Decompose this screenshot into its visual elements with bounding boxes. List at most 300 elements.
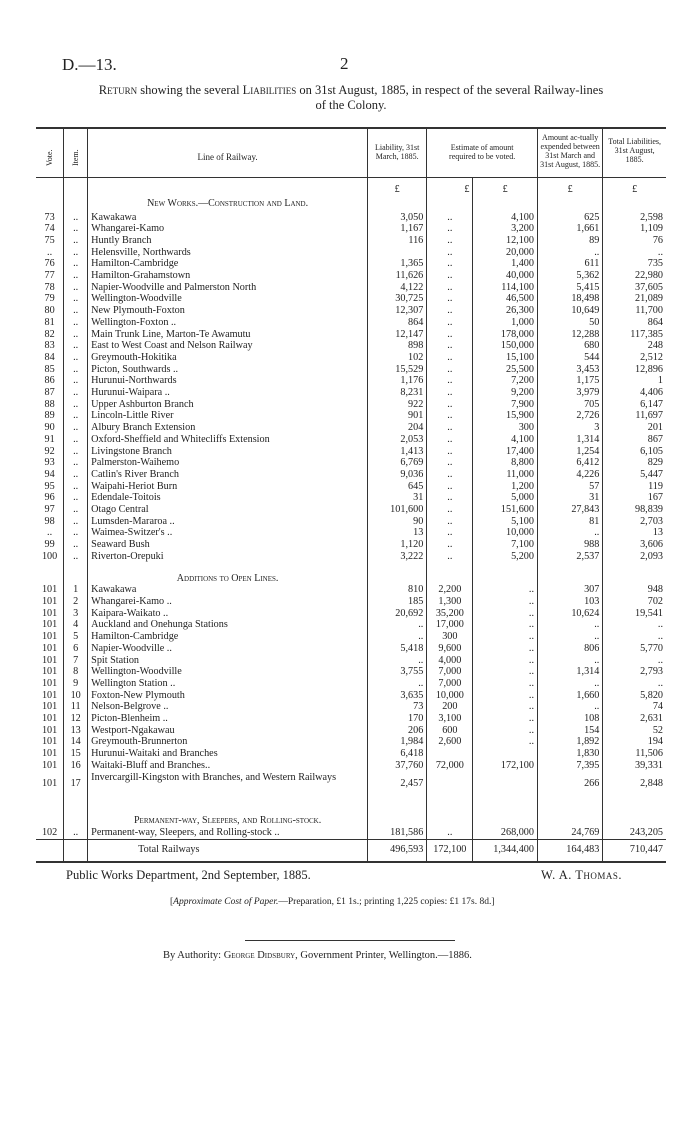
table-row [36, 608, 666, 620]
estimate-total-cell: 15,100 [473, 352, 538, 364]
estimate-cell: 4,000 [427, 655, 473, 667]
vote-cell: 99 [44, 539, 55, 551]
total-cell: 864 [603, 317, 666, 329]
vote-cell: 101 [41, 596, 58, 607]
expended-cell: 1,830 [537, 748, 602, 760]
table-row [36, 725, 666, 737]
expended-cell: 544 [537, 352, 602, 364]
line-cell [88, 481, 368, 493]
empty-cell [537, 789, 602, 827]
liability-cell: .. [368, 655, 427, 667]
estimate-cell: .. [427, 340, 473, 352]
vote-cell: 87 [44, 387, 55, 399]
line-name: Wellington-Woodville [91, 666, 182, 678]
total-label: Total Railways [88, 839, 368, 862]
line-cell [88, 410, 368, 422]
total-cell: 829 [603, 457, 666, 469]
table-row [36, 655, 666, 667]
empty-cell [427, 198, 473, 212]
estimate-cell: .. [427, 212, 473, 224]
line-name: Lincoln-Little River [91, 410, 174, 422]
table-row [36, 387, 666, 399]
table-row [36, 760, 666, 772]
vote-cell: 101 [41, 689, 58, 701]
liability-cell: 5,418 [368, 643, 427, 655]
vote-cell: 101 [41, 724, 58, 736]
estimate-cell: 600 [427, 725, 473, 737]
document-title [36, 83, 666, 113]
department-date: Public Works Department, 2nd September, 1885. [66, 868, 311, 882]
document-reference: D.—13. [62, 55, 117, 74]
total-row [36, 839, 666, 862]
total-cell: .. [603, 619, 666, 631]
table-row [36, 293, 666, 305]
line-cell [88, 212, 368, 224]
col-vote: Vote. [36, 128, 64, 178]
line-cell [88, 305, 368, 317]
item-cell: .. [64, 223, 88, 235]
line-name: Hurunui-Waitaki and Branches [91, 748, 218, 760]
empty-cell [64, 839, 88, 862]
expended-cell: 10,624 [537, 608, 602, 620]
line-cell [88, 760, 368, 772]
table-row [36, 690, 666, 702]
estimate-total-cell: 1,200 [473, 481, 538, 493]
expended-cell: 12,288 [537, 329, 602, 341]
liability-cell: 810 [368, 584, 427, 596]
expended-cell: 31 [537, 492, 602, 504]
table-row [36, 258, 666, 270]
total-cell: 1 [603, 375, 666, 387]
total-cell: 21,089 [603, 293, 666, 305]
currency-liability: £ [368, 178, 427, 198]
estimate-total-cell: .. [473, 608, 538, 620]
estimate-cell: 7,000 [427, 666, 473, 678]
empty-cell [537, 198, 602, 212]
line-name: Invercargill-Kingston with Branches, and Western Railways [91, 771, 337, 783]
section-title: New Works.—Construction and Land. [88, 198, 368, 212]
estimate-total-cell: 5,200 [473, 551, 538, 563]
estimate-total-cell [473, 748, 538, 760]
line-name: Livingstone Branch [91, 445, 172, 457]
estimate-total-cell: 7,100 [473, 539, 538, 551]
table-row [36, 223, 666, 235]
liability-cell: 13 [368, 527, 427, 539]
empty-cell [36, 198, 64, 212]
empty-cell [537, 563, 602, 585]
line-name: Seaward Bush [91, 539, 150, 551]
estimate-total-cell: 26,300 [473, 305, 538, 317]
line-name: Whangarei-Kamo [91, 223, 165, 235]
item-cell: .. [64, 329, 88, 341]
line-cell [88, 827, 368, 839]
line-cell [88, 551, 368, 563]
line-cell [88, 504, 368, 516]
liability-cell: 73 [368, 701, 427, 713]
estimate-total-cell: 17,400 [473, 446, 538, 458]
line-name: Wellington-Foxton .. [91, 316, 177, 328]
line-cell [88, 539, 368, 551]
section-title-row [36, 789, 666, 827]
total-cell: .. [603, 631, 666, 643]
vote-cell: 94 [44, 468, 55, 480]
item-cell: .. [64, 422, 88, 434]
estimate-total-cell: 25,500 [473, 364, 538, 376]
empty-cell [36, 839, 64, 862]
estimate-total-cell: 1,000 [473, 317, 538, 329]
line-cell [88, 596, 368, 608]
expended-cell: 10,649 [537, 305, 602, 317]
vote-cell: 95 [44, 480, 55, 492]
authority-prefix: By Authority: [163, 950, 224, 961]
currency-total: £ [603, 178, 666, 198]
total-cell: 74 [603, 701, 666, 713]
vote-cell: 80 [44, 305, 55, 317]
vote-cell: 93 [44, 457, 55, 469]
item-cell: .. [64, 504, 88, 516]
liability-cell: 37,760 [368, 760, 427, 772]
expended-cell: 705 [537, 399, 602, 411]
liability-cell: 922 [368, 399, 427, 411]
line-name: Huntly Branch [91, 234, 152, 246]
empty-cell [473, 563, 538, 585]
line-name: Permanent-way, Sleepers, and Rolling-stock .. [91, 826, 280, 838]
vote-cell: 78 [44, 281, 55, 293]
estimate-total-cell: .. [473, 701, 538, 713]
item-cell: .. [64, 539, 88, 551]
line-cell [88, 340, 368, 352]
total-cell: 11,697 [603, 410, 666, 422]
total-cell: 2,631 [603, 713, 666, 725]
total-cell: 867 [603, 434, 666, 446]
expended-cell: 89 [537, 235, 602, 247]
printer-name: George Didsbury [223, 950, 296, 961]
item-cell: 3 [64, 608, 88, 620]
section-title: Additions to Open Lines. [88, 563, 368, 585]
item-cell: 5 [64, 631, 88, 643]
expended-cell: 154 [537, 725, 602, 737]
estimate-total-cell: 10,000 [473, 527, 538, 539]
total-cell: 39,331 [603, 760, 666, 772]
total-cell: 2,093 [603, 551, 666, 563]
empty-cell [368, 198, 427, 212]
item-cell: .. [64, 516, 88, 528]
line-name: Spit Station [91, 654, 140, 666]
item-cell: .. [64, 434, 88, 446]
estimate-cell: .. [427, 469, 473, 481]
estimate-total-cell: .. [473, 678, 538, 690]
vote-cell: 73 [44, 211, 55, 223]
line-name: Kaipara-Waikato .. [91, 607, 169, 619]
liability-cell: 6,418 [368, 748, 427, 760]
estimate-total-cell: .. [473, 631, 538, 643]
vote-cell: 91 [44, 433, 55, 445]
estimate-total-cell: 4,100 [473, 434, 538, 446]
line-name: Picton-Blenheim .. [91, 713, 168, 725]
item-cell: 10 [64, 690, 88, 702]
expended-cell: 18,498 [537, 293, 602, 305]
line-name: Edendale-Toitois [91, 492, 161, 504]
liability-cell: 206 [368, 725, 427, 737]
table-row [36, 457, 666, 469]
liability-cell [368, 247, 427, 259]
liability-cell: 30,725 [368, 293, 427, 305]
vote-cell: 101 [41, 584, 58, 596]
line-name: Hurunui-Northwards [91, 375, 177, 387]
line-cell [88, 399, 368, 411]
estimate-cell: 2,200 [427, 584, 473, 596]
total-cell: 11,506 [603, 748, 666, 760]
item-cell: 11 [64, 701, 88, 713]
line-name: Hamilton-Cambridge [91, 631, 179, 643]
item-cell: .. [64, 457, 88, 469]
table-row [36, 352, 666, 364]
section-title-row [36, 563, 666, 585]
estimate-cell: .. [427, 434, 473, 446]
line-name: Otago Central [91, 504, 149, 516]
liability-cell: .. [368, 631, 427, 643]
estimate-total-cell: 300 [473, 422, 538, 434]
total-cell: 2,793 [603, 666, 666, 678]
estimate-cell: .. [427, 457, 473, 469]
col-line: Line of Railway. [88, 128, 368, 178]
line-cell [88, 282, 368, 294]
estimate-cell: .. [427, 270, 473, 282]
vote-cell: 101 [41, 701, 58, 713]
total-cell: 13 [603, 527, 666, 539]
line-name: Westport-Ngakawau [91, 724, 175, 736]
empty-cell [36, 563, 64, 585]
line-cell [88, 713, 368, 725]
total-est1: 172,100 [427, 839, 473, 862]
expended-cell: 3,453 [537, 364, 602, 376]
liability-cell: 6,769 [368, 457, 427, 469]
title-liabilities: Liabilities [242, 83, 297, 97]
estimate-total-cell: 5,100 [473, 516, 538, 528]
item-cell: .. [64, 317, 88, 329]
line-name: Picton, Southwards .. [91, 363, 179, 375]
liability-cell: 170 [368, 713, 427, 725]
table-row [36, 247, 666, 259]
liability-cell: 1,120 [368, 539, 427, 551]
vote-cell: 85 [44, 363, 55, 375]
expended-cell: 50 [537, 317, 602, 329]
line-cell [88, 772, 368, 790]
vote-cell: 92 [44, 445, 55, 457]
authority-line [163, 950, 472, 961]
estimate-total-cell: 114,100 [473, 282, 538, 294]
vote-cell: 101 [41, 713, 58, 725]
liability-cell: 1,365 [368, 258, 427, 270]
item-cell: 15 [64, 748, 88, 760]
item-cell: .. [64, 827, 88, 839]
expended-cell: 625 [537, 212, 602, 224]
table-body [36, 178, 666, 863]
section-title-row [36, 198, 666, 212]
estimate-cell [427, 772, 473, 790]
col-total: Total Liabilities, 31st August, 1885. [603, 128, 666, 178]
expended-cell: .. [537, 631, 602, 643]
item-cell: .. [64, 410, 88, 422]
empty-cell [427, 789, 473, 827]
empty-cell [368, 563, 427, 585]
line-name: Catlin's River Branch [91, 468, 180, 480]
estimate-total-cell: 151,600 [473, 504, 538, 516]
estimate-cell: .. [427, 539, 473, 551]
liability-cell: 12,147 [368, 329, 427, 341]
item-cell: .. [64, 270, 88, 282]
empty-cell [603, 789, 666, 827]
liability-cell: 12,307 [368, 305, 427, 317]
page-number: 2 [340, 54, 349, 73]
table-row [36, 375, 666, 387]
table-row [36, 364, 666, 376]
line-cell [88, 631, 368, 643]
estimate-cell: 72,000 [427, 760, 473, 772]
expended-cell: .. [537, 619, 602, 631]
table-row [36, 340, 666, 352]
line-name: Kawakawa [91, 211, 137, 223]
liability-cell: .. [368, 678, 427, 690]
estimate-cell: .. [427, 352, 473, 364]
estimate-cell: .. [427, 399, 473, 411]
col-item: Item. [64, 128, 88, 178]
table-row [36, 446, 666, 458]
liability-cell: 15,529 [368, 364, 427, 376]
estimate-total-cell: 8,800 [473, 457, 538, 469]
line-name: Waitaki-Bluff and Branches.. [91, 759, 211, 771]
total-cell: 2,703 [603, 516, 666, 528]
estimate-cell: .. [427, 410, 473, 422]
table-row [36, 713, 666, 725]
table-header-row [36, 128, 666, 178]
estimate-cell: .. [427, 375, 473, 387]
expended-cell: 5,362 [537, 270, 602, 282]
item-cell: .. [64, 364, 88, 376]
table-row [36, 527, 666, 539]
liability-cell: 116 [368, 235, 427, 247]
table-row [36, 551, 666, 563]
item-cell: .. [64, 446, 88, 458]
estimate-total-cell: 7,200 [473, 375, 538, 387]
vote-cell: 84 [44, 351, 55, 363]
expended-cell: 3,979 [537, 387, 602, 399]
total-cell: 11,700 [603, 305, 666, 317]
table-row [36, 772, 666, 790]
estimate-total-cell: 4,100 [473, 212, 538, 224]
estimate-total-cell: .. [473, 736, 538, 748]
liability-cell: .. [368, 619, 427, 631]
expended-cell: 1,175 [537, 375, 602, 387]
currency-expended: £ [537, 178, 602, 198]
table-row [36, 469, 666, 481]
total-cell: 5,770 [603, 643, 666, 655]
expended-cell: 1,314 [537, 666, 602, 678]
estimate-cell: .. [427, 387, 473, 399]
line-cell [88, 516, 368, 528]
empty-cell [64, 789, 88, 827]
table-row [36, 317, 666, 329]
item-cell: 2 [64, 596, 88, 608]
table-row [36, 410, 666, 422]
table-row [36, 584, 666, 596]
expended-cell: 24,769 [537, 827, 602, 839]
estimate-cell: 1,300 [427, 596, 473, 608]
line-name: Upper Ashburton Branch [91, 398, 194, 410]
total-cell: 702 [603, 596, 666, 608]
item-cell: .. [64, 551, 88, 563]
estimate-total-cell: 1,400 [473, 258, 538, 270]
line-name: Riverton-Orepuki [91, 550, 164, 562]
line-name: Auckland and Onehunga Stations [91, 619, 228, 631]
col-liability: Liability, 31st March, 1885. [368, 128, 427, 178]
total-cell: 37,605 [603, 282, 666, 294]
vote-cell: 83 [44, 340, 55, 352]
total-est2: 1,344,400 [473, 839, 538, 862]
line-cell [88, 655, 368, 667]
total-cell: 167 [603, 492, 666, 504]
estimate-cell: 9,600 [427, 643, 473, 655]
item-cell: 7 [64, 655, 88, 667]
expended-cell: 1,661 [537, 223, 602, 235]
estimate-total-cell: .. [473, 584, 538, 596]
liability-cell: 1,176 [368, 375, 427, 387]
liability-cell: 1,413 [368, 446, 427, 458]
line-cell [88, 247, 368, 259]
expended-cell: 81 [537, 516, 602, 528]
estimate-cell: .. [427, 504, 473, 516]
liability-cell: 3,050 [368, 212, 427, 224]
line-cell [88, 527, 368, 539]
liability-cell: 3,755 [368, 666, 427, 678]
line-cell [88, 492, 368, 504]
line-name: Oxford-Sheffield and Whitecliffs Extension [91, 433, 270, 445]
estimate-cell: 7,000 [427, 678, 473, 690]
total-cell: 119 [603, 481, 666, 493]
total-cell: 98,839 [603, 504, 666, 516]
expended-cell: 3 [537, 422, 602, 434]
expended-cell: 1,892 [537, 736, 602, 748]
line-cell [88, 666, 368, 678]
table-row [36, 399, 666, 411]
line-cell [88, 375, 368, 387]
item-cell: .. [64, 247, 88, 259]
estimate-cell: 10,000 [427, 690, 473, 702]
table-row [36, 305, 666, 317]
estimate-cell: 300 [427, 631, 473, 643]
vote-cell: 90 [44, 422, 55, 434]
vote-cell: 77 [44, 270, 55, 282]
table-row [36, 619, 666, 631]
item-cell: .. [64, 352, 88, 364]
expended-cell: .. [537, 678, 602, 690]
currency-est1: £ [427, 178, 473, 198]
empty-cell [64, 563, 88, 585]
line-name: Palmerston-Waihemo [91, 457, 180, 469]
liability-cell: 101,600 [368, 504, 427, 516]
total-cell: 5,820 [603, 690, 666, 702]
vote-cell: 102 [41, 826, 58, 838]
estimate-cell: 17,000 [427, 619, 473, 631]
total-liability: 496,593 [368, 839, 427, 862]
item-cell: .. [64, 492, 88, 504]
table-row [36, 827, 666, 839]
empty-cell [36, 789, 64, 827]
line-name: Greymouth-Hokitika [91, 351, 177, 363]
expended-cell: 57 [537, 481, 602, 493]
table-row [36, 596, 666, 608]
line-name: Albury Branch Extension [91, 422, 196, 434]
